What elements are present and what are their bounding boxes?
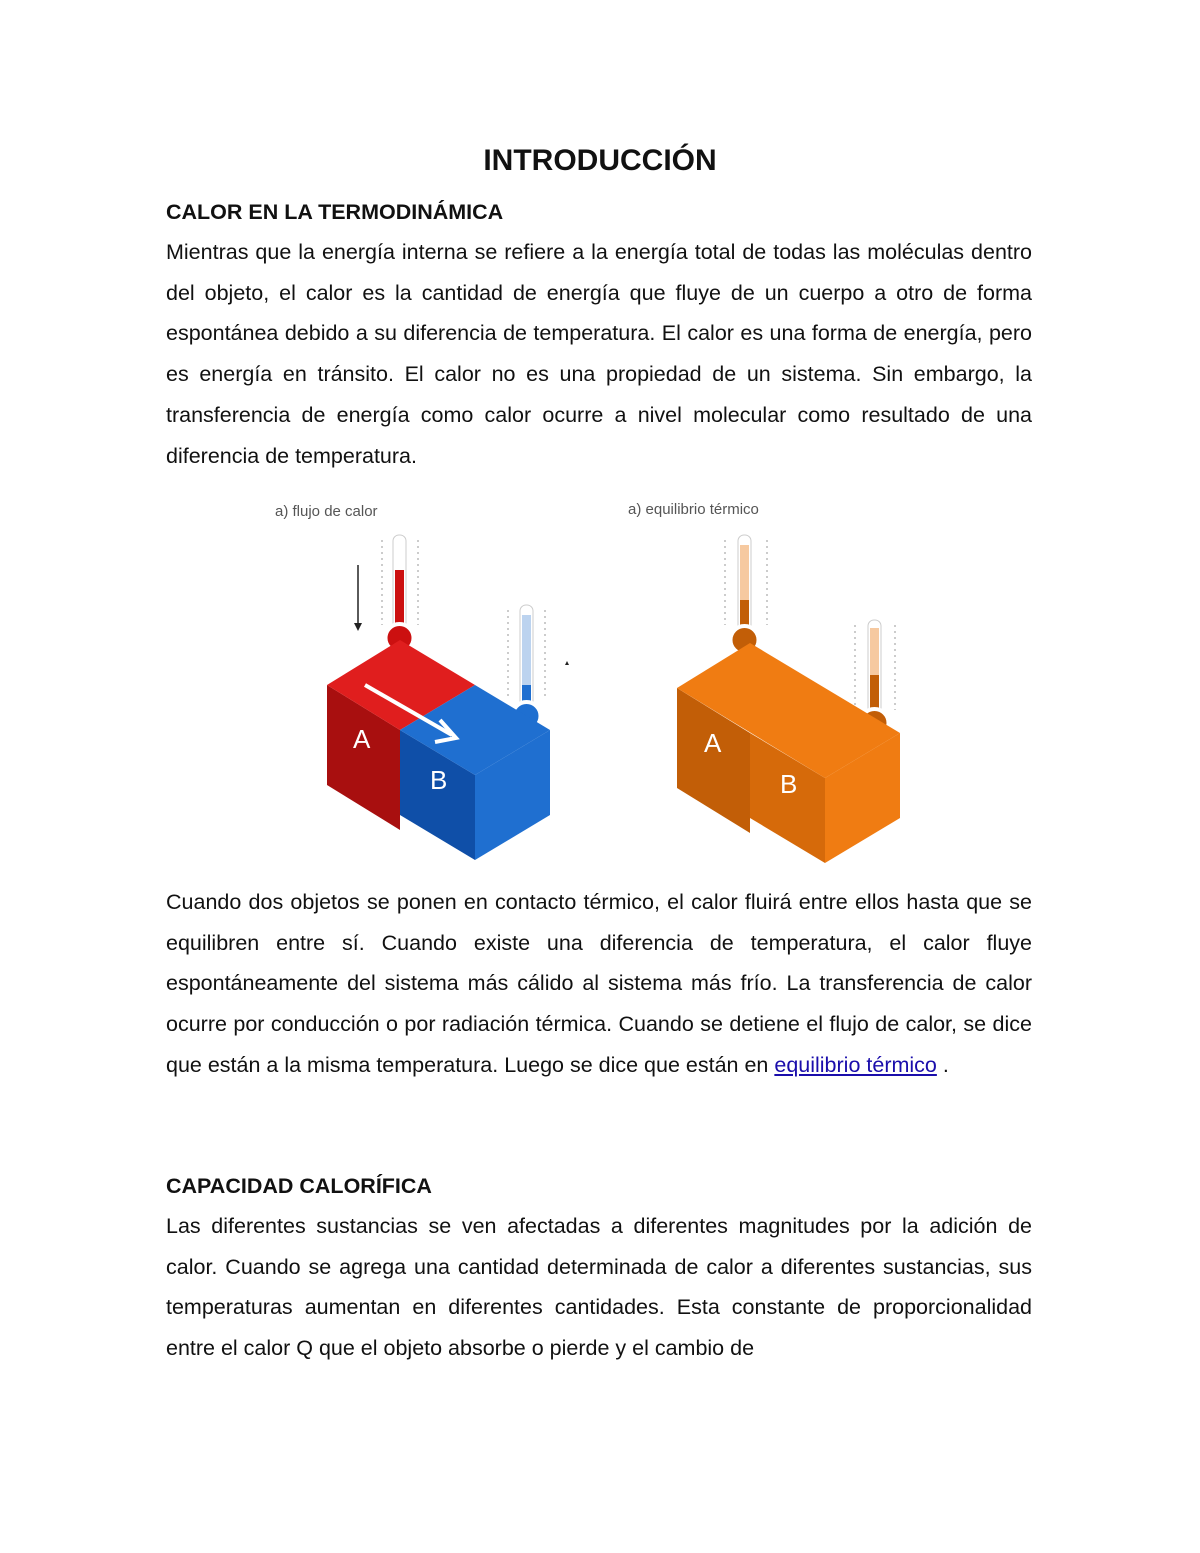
paragraph-calor: Mientras que la energía interna se refiere a la energía total de todas las moléculas dentro del objeto, el calor es la cantidad de energía que fluye de un cuerpo a otro de forma espontánea debido a su diferencia de temperatura. El calor es una forma de energía, pero es energía en tránsito. El calor no es una propiedad de un sistema. Sin embargo, la transferencia de energía como calor ocurre a nivel molecular como resultado de una diferencia de temperatura. (166, 240, 1032, 468)
hot-thermometer-icon (382, 535, 418, 652)
block-b-label: B (430, 765, 448, 795)
paragraph2-text: Cuando dos objetos se ponen en contacto térmico, el calor fluirá entre ellos hasta que se equilibren entre sí. Cuando existe una diferencia de temperatura, el calor fluye espontáneamente del sistema más cálido al sistema más frío. La transferencia de calor ocurre por conducción o por radiación térmica. Cuando se detiene el flujo de calor, se dice que están a la misma temperatura. Luego se dice que están en (166, 890, 1032, 1077)
section-heading-calor: CALOR EN LA TERMODINÁMICA (166, 200, 504, 224)
eq-block-b-label: B (780, 769, 798, 799)
right-figure-caption: a) equilibrio térmico (628, 501, 759, 518)
eq-block-a-label: A (704, 728, 722, 758)
page-title: INTRODUCCIÓN (483, 144, 717, 177)
equilibrio-termico-link[interactable]: equilibrio térmico (774, 1052, 937, 1077)
block-a-label: A (353, 724, 371, 754)
paragraph-capacidad: Las diferentes sustancias se ven afectadas a diferentes magnitudes por la adición de calor. Cuando se agrega una cantidad determinada de calor a diferentes sustancias, sus temperaturas aumentan en diferentes cantidades. Esta constante de proporcionalidad entre el calor Q que el objeto absorbe o pierde y el cambio de (166, 1214, 1032, 1361)
paragraph2-end: . (936, 1052, 949, 1077)
paragraph-contacto-termico (166, 882, 1032, 1086)
heat-flow-down-arrow-icon (354, 565, 362, 631)
section-heading-capacidad: CAPACIDAD CALORÍFICA (166, 1174, 432, 1198)
heat-flow-figure (230, 490, 930, 870)
left-figure-caption: a) flujo de calor (275, 503, 378, 520)
equilibrium-thermometer-a-icon (725, 535, 767, 654)
heat-flow-illustration (230, 490, 930, 870)
